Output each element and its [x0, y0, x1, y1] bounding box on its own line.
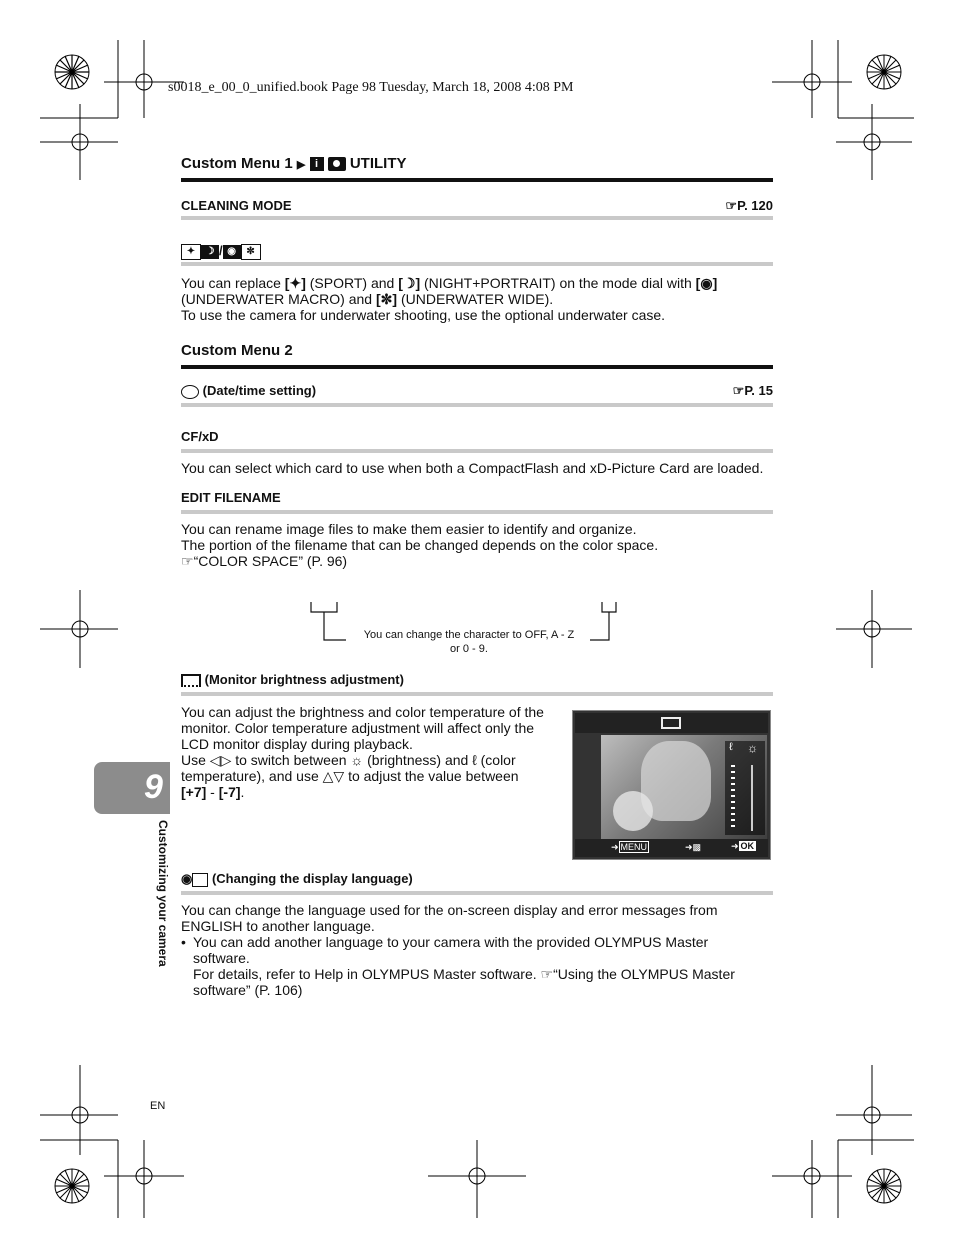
- monitor-description: You can adjust the brightness and color temperature of the monitor. Color temperature adjustment will affect only the LCD monitor display during playback. Use ◁▷ to switch between ☼ (brightness) and ℓ (color temperature), and use △▽ to adjust the value between [+7] - [-7].: [181, 704, 544, 800]
- lcd-monitor-illustration: [572, 710, 771, 860]
- scene-mode-description: You can replace [✦] (SPORT) and [☽] (NIGHT+PORTRAIT) on the mode dial with [◉] (UNDERWATER MACRO) and [✼] (UNDERWATER WIDE). To use the camera for underwater shooting, use the optional underwater case.: [181, 275, 718, 323]
- night-portrait-icon: ☽: [402, 275, 416, 291]
- divider: [181, 365, 773, 369]
- page-ref-icon: ☞: [732, 383, 745, 398]
- ok-key: ➜ OK: [731, 841, 755, 851]
- underwater-wide-icon: ✼: [380, 291, 393, 307]
- language-code: EN: [150, 1100, 166, 1112]
- edit-filename-description: You can rename image files to make them easier to identify and organize. The portion of the filename that can be changed depends on the color space. ☞“COLOR SPACE” (P. 96): [181, 521, 659, 569]
- cleaning-mode-ref[interactable]: ☞P. 120: [725, 198, 773, 213]
- monitor-icon: [661, 717, 681, 729]
- language-description: You can change the language used for the on-screen display and error messages from ENGLISH to another language. • You can add another language to your camera with the provided OLYMPUS Master software. For details, refer to Help in OLYMPUS Master software. ☞“Using the OLYMPUS Master software” (P. 106): [181, 902, 735, 998]
- diagram-note: You can change the character to OFF, A - Z or 0 - 9.: [363, 629, 575, 655]
- arrow-right-icon: ▶: [296, 159, 306, 171]
- sport-icon: ✦: [289, 275, 302, 291]
- adjust-sliders: [725, 741, 765, 835]
- underwater-macro-icon: ◉: [223, 245, 241, 259]
- arrow-pad-left-right-icon: ◁▷: [209, 752, 232, 768]
- arrow-pad-up-down-icon: △▽: [322, 768, 345, 784]
- divider: [181, 262, 773, 266]
- cfxd-description: You can select which card to use when both a CompactFlash and xD-Picture Card are loaded.: [181, 460, 764, 476]
- monitor-brightness-label: (Monitor brightness adjustment): [181, 672, 404, 687]
- monitor-icon: [181, 674, 201, 687]
- night-portrait-icon: ☽: [201, 245, 219, 259]
- datetime-label: (Date/time setting): [181, 383, 316, 399]
- divider: [181, 216, 773, 220]
- datetime-ref[interactable]: ☞P. 15: [732, 383, 773, 398]
- speech-icon: ◉: [181, 871, 193, 886]
- thermometer-icon: ℓ: [472, 752, 477, 768]
- divider: [181, 403, 773, 407]
- wrench-icon: i: [310, 157, 324, 171]
- brightness-icon: ☼: [747, 741, 758, 755]
- divider: [181, 510, 773, 514]
- divider: [181, 891, 773, 895]
- scene-mode-label: ✦ ☽ / ◉ ✼: [181, 243, 261, 260]
- underwater-macro-icon: ◉: [700, 275, 713, 291]
- brightness-icon: ☼: [350, 752, 364, 768]
- arrow-pad-icon: ➜▩: [685, 842, 702, 852]
- cfxd-label: CF/xD: [181, 429, 219, 444]
- page-ref-icon: ☞: [540, 966, 554, 982]
- clock-icon: [181, 385, 199, 399]
- page-ref-icon: ☞: [725, 198, 738, 213]
- section-title-custom-menu-2: Custom Menu 2: [181, 342, 293, 359]
- underwater-wide-icon: ✼: [241, 244, 261, 260]
- menu-key: ➜ MENU: [611, 842, 648, 852]
- cleaning-mode-label: CLEANING MODE: [181, 198, 292, 213]
- chapter-title: Customizing your camera: [156, 820, 170, 967]
- sunburst-top-left: [55, 55, 89, 89]
- page-ref-icon: ☞: [181, 553, 194, 569]
- divider: [181, 449, 773, 453]
- edit-filename-label: EDIT FILENAME: [181, 490, 281, 505]
- lcd-footer: [575, 839, 768, 857]
- list-icon: [192, 873, 208, 887]
- bullet: •: [181, 934, 186, 950]
- language-label: ◉ (Changing the display language): [181, 871, 413, 886]
- camera-icon: [328, 157, 346, 171]
- chapter-tab: 9: [94, 762, 170, 814]
- section-title-custom-menu-1: Custom Menu 1 ▶ i UTILITY: [181, 155, 407, 172]
- file-header: s0018_e_00_0_unified.book Page 98 Tuesday, March 18, 2008 4:08 PM: [168, 80, 574, 95]
- lcd-header: [575, 713, 768, 733]
- divider: [181, 178, 773, 182]
- sport-icon: ✦: [181, 244, 201, 260]
- thermometer-icon: ℓ: [729, 741, 733, 753]
- divider: [181, 692, 773, 696]
